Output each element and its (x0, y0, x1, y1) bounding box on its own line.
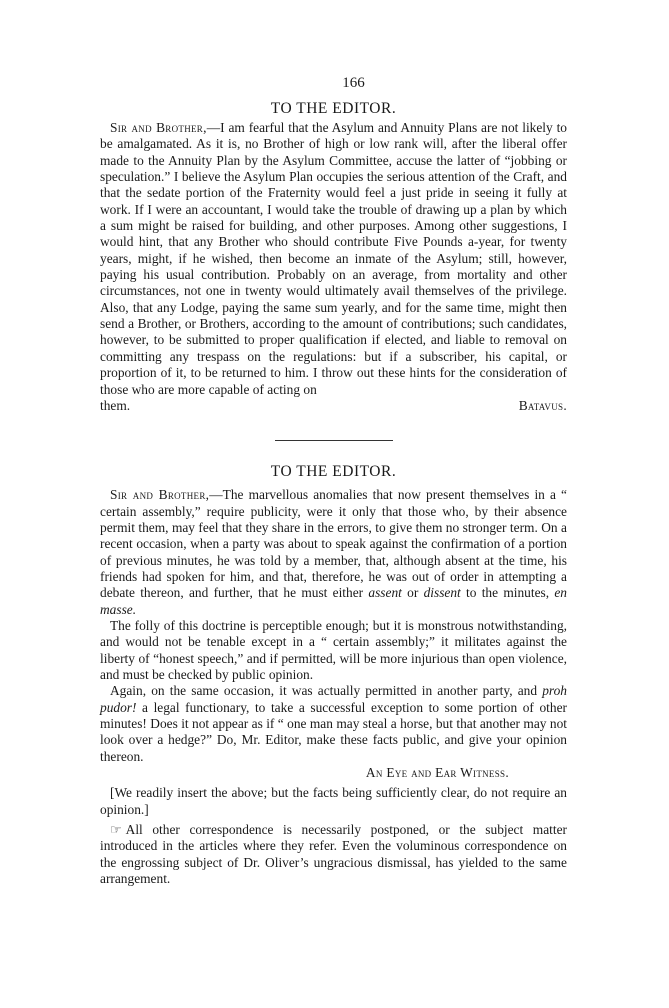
letter2-para2: The folly of this doctrine is perceptible enough; but it is monstrous notwithstanding, and would not be tenable except in a “ certain assembly;” it militates against the liberty of “honest speech,” and if permitted, will be more injurious than open violence, and must be checked by public opinion. (100, 617, 567, 682)
letter2-salutation: Sir and Brother, (110, 487, 210, 503)
letter2-dissent: dissent (423, 585, 461, 601)
document-page (100, 72, 567, 887)
letter2-mid: to the minutes, (460, 585, 555, 601)
correspondence-notice (100, 822, 567, 887)
letter2-en-masse: en masse. (100, 585, 567, 617)
letter2-para3-text-b: a legal functionary, to take a successful exception to some portion of other minutes! Does it not appear as if “ one man may steal a horse, but that another may not look over a hedge?” Do, Mr. Editor, make these facts public, and give your opinion thereon. (100, 699, 567, 764)
letter2-heading: TO THE EDITOR. (270, 463, 397, 481)
letter2-signature: An Eye and Ear Witness. (365, 765, 509, 781)
letter2-para3 (100, 683, 567, 765)
letter2-para1-text: —The marvellous anomalies that now present themselves in a “ certain assembly,” require publicity, were it only that those who, by their absence permit them, may feel that they share in the errors, to give them no stronger term. On a recent occasion, when a party was about to speak against the confirmation of a portion of previous minutes, he was told by a member, that, although absent at the time, his friends had spoken for him, and that, therefore, he was out of order in attempting a debate thereon, and further, that he must either (100, 487, 567, 601)
letter1-text: —I am fearful that the Asylum and Annuity Plans are not likely to be amalgamated. As it is, no Brother of high or low rank will, after the liberal offer made to the Annuity Plan by the Asylum Committee, accuse the latter of “jobbing or speculation.” I believe the Asylum Plan occupies the serious attention of the Craft, and that the sedate portion of the Fraternity would feel a just pride in seeing it fully at work. If I were an accountant, I would take the trouble of drawing up a plan by which a sum might be raised for building, and other purposes. Among other suggestions, I would hint, that any Brother who should contribute Five Pounds a-year, for twenty years, might, if he wished, then become an inmate of the Asylum; still, however, paying his usual contribution. Probably on an average, from mortality and other circumstances, not one in twenty would ultimately avail themselves of the privilege. Also, that any Lodge, paying the same sum yearly, and for the same time, might then send a Brother, or Brothers, according to the amount of contributions; such candidates, however, to be submitted to proper qualification if elected, and liable to removal on committing any trespass on the regulations: but if a subscriber, his capital, or proportion of it, to be returned to him. I throw out these hints for the consideration of those who are more capable of acting on (100, 120, 567, 397)
page-number: 166 (342, 75, 365, 91)
editor-note: [We readily insert the above; but the facts being sufficiently clear, do not require an opinion.] (100, 785, 567, 817)
letter2-para3-text-a: Again, on the same occasion, it was actually permitted in another party, and (110, 683, 543, 699)
letter1-closing (100, 398, 567, 414)
letter2-para1 (100, 487, 567, 618)
letter2-or: or (401, 585, 424, 601)
section-divider (275, 440, 393, 441)
letter1-signature: Batavus. (518, 397, 567, 413)
letter2-proh-pudor: proh pudor! (100, 683, 567, 715)
letter1-body (100, 120, 567, 398)
letter1-closing-word: them. (100, 397, 131, 413)
notice-text: All other correspondence is necessarily postponed, or the subject matter introduced in the articles where they refer. Even the voluminous correspondence on the engrossing subject of Dr. Oliver’s ungracious dismissal, has yielded to the same arrangement. (100, 822, 567, 887)
pointing-hand-icon: ☞ (110, 822, 122, 838)
letter1-heading: TO THE EDITOR. (270, 100, 397, 117)
letter1-salutation: Sir and Brother, (110, 120, 207, 135)
letter2-assent: assent (368, 585, 402, 601)
